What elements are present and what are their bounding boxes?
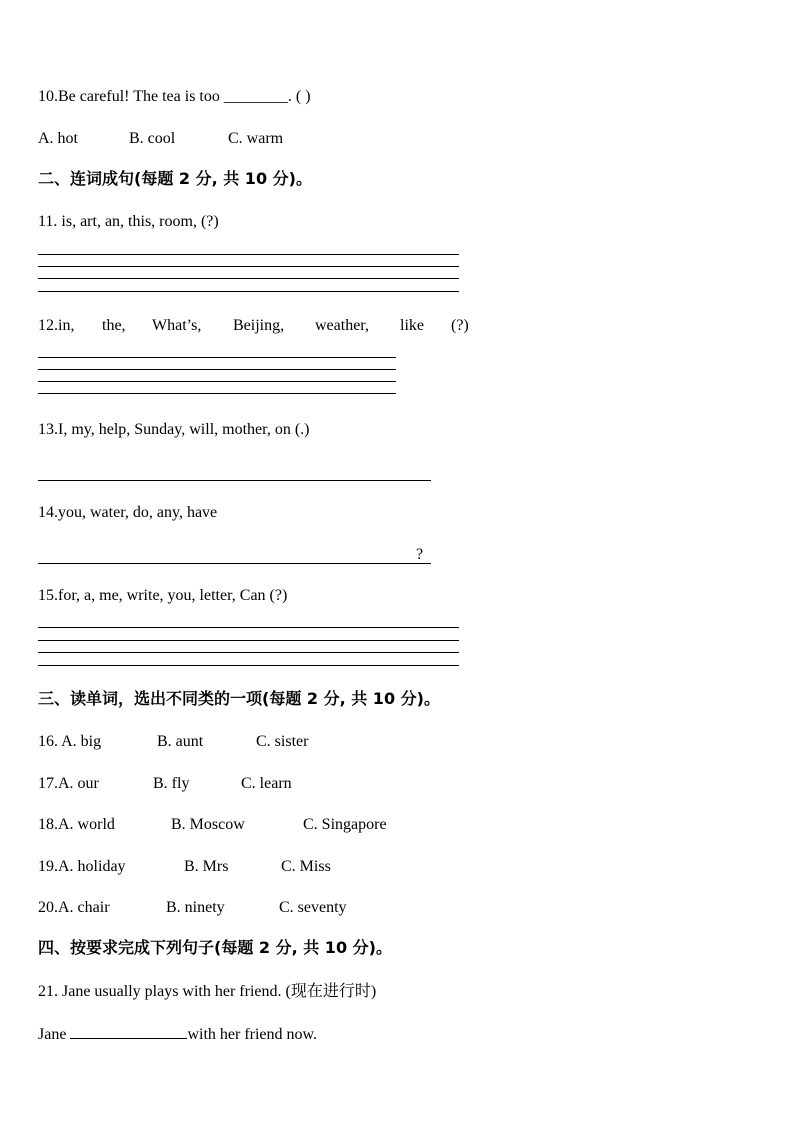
answer-line	[38, 291, 459, 292]
answer-blank[interactable]	[70, 1023, 187, 1039]
word: What’s,	[152, 317, 202, 334]
question-17	[38, 774, 438, 794]
option-a: 17.A. our	[38, 775, 99, 792]
option-b: B. ninety	[166, 899, 225, 916]
question-11-stem: 11. is, art, an, this, room, (?)	[38, 213, 219, 230]
option-a: A. hot	[38, 130, 78, 147]
answer-line	[38, 369, 396, 370]
option-c: C. Miss	[281, 858, 331, 875]
option-a: 16. A. big	[38, 733, 102, 750]
answer-line	[38, 665, 459, 666]
answer-line	[38, 652, 459, 653]
option-c: C. Singapore	[303, 816, 387, 833]
option-b: B. cool	[129, 130, 176, 147]
option-a: 19.A. holiday	[38, 858, 126, 875]
word: like	[400, 317, 424, 334]
option-b: B. Mrs	[184, 858, 229, 875]
answer-line	[38, 278, 459, 279]
option-b: B. Moscow	[171, 816, 245, 833]
answer-prefix: Jane	[38, 1026, 71, 1043]
answer-line	[38, 393, 396, 394]
question-10-stem: 10.Be careful! The tea is too ________. ( )	[38, 88, 311, 105]
option-c: C. learn	[241, 775, 292, 792]
section-2-heading: 二、连词成句(每题 2 分, 共 10 分)。	[38, 169, 312, 188]
word: Beijing,	[233, 317, 285, 334]
section-4-heading: 四、按要求完成下列句子(每题 2 分, 共 10 分)。	[38, 938, 392, 957]
question-12-stem	[38, 316, 478, 336]
question-16	[38, 732, 438, 752]
answer-line	[38, 381, 396, 382]
option-a: 20.A. chair	[38, 899, 110, 916]
question-mark: ?	[416, 546, 424, 563]
option-c: C. warm	[228, 130, 284, 147]
answer-line	[38, 480, 431, 481]
word: 12.in,	[38, 317, 75, 334]
option-b: B. fly	[153, 775, 190, 792]
question-21-answer	[38, 1023, 317, 1045]
option-b: B. aunt	[157, 733, 204, 750]
question-15-stem: 15.for, a, me, write, you, letter, Can (?)	[38, 587, 288, 604]
question-10-options	[38, 129, 438, 149]
question-13-stem: 13.I, my, help, Sunday, will, mother, on (.)	[38, 421, 310, 438]
word: weather,	[315, 317, 369, 334]
option-c: C. sister	[256, 733, 309, 750]
question-20	[38, 898, 438, 918]
option-a: 18.A. world	[38, 816, 115, 833]
word: (?)	[451, 317, 469, 334]
section-3-heading: 三、读单词，选出不同类的一项(每题 2 分, 共 10 分)。	[38, 689, 440, 708]
answer-line	[38, 563, 431, 564]
answer-line	[38, 640, 459, 641]
question-18	[38, 815, 458, 835]
answer-line	[38, 357, 396, 358]
word: the,	[102, 317, 126, 334]
answer-line	[38, 254, 459, 255]
question-21-stem: 21. Jane usually plays with her friend. (现在进行时)	[38, 983, 377, 1000]
option-c: C. seventy	[279, 899, 347, 916]
question-19	[38, 857, 438, 877]
answer-line	[38, 266, 459, 267]
question-14-stem: 14.you, water, do, any, have	[38, 504, 218, 521]
answer-line	[38, 627, 459, 628]
answer-suffix: with her friend now.	[187, 1026, 318, 1043]
